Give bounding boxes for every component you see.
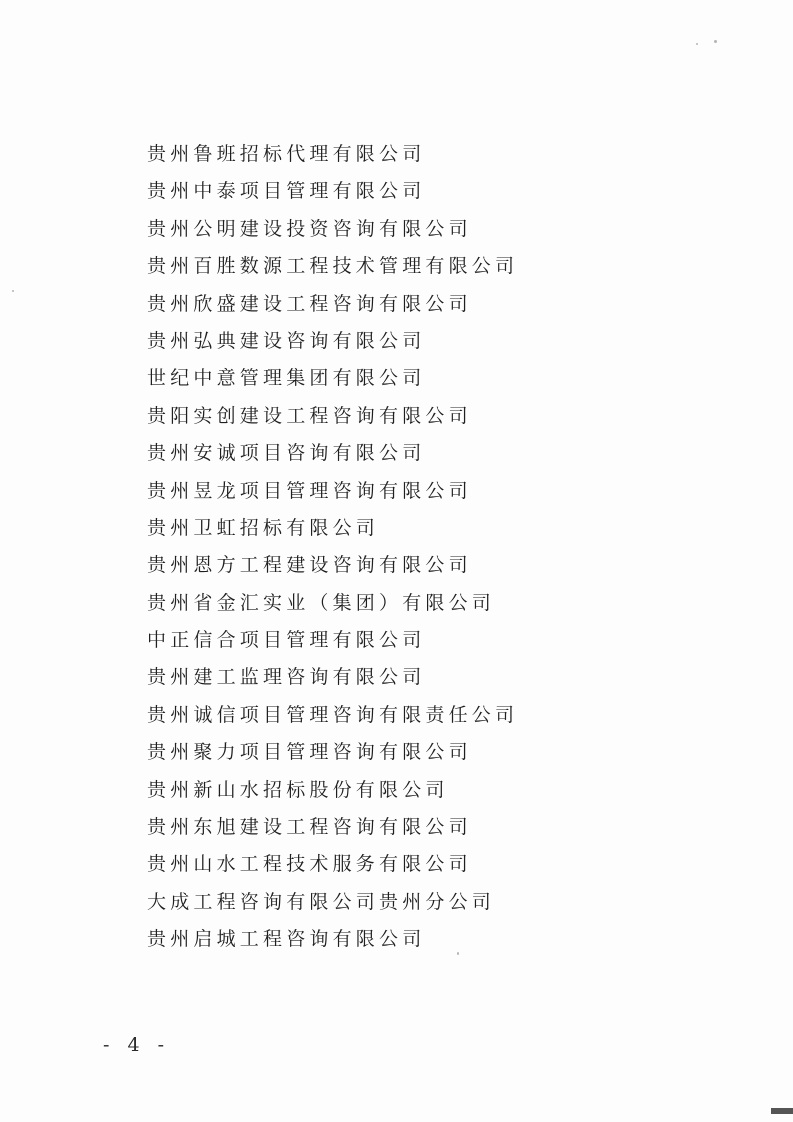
- list-item: 中正信合项目管理有限公司: [147, 629, 426, 652]
- page-number: - 4 -: [103, 1034, 171, 1056]
- list-item: 大成工程咨询有限公司贵州分公司: [147, 890, 496, 913]
- list-item: 贵州恩方工程建设咨询有限公司: [147, 554, 472, 577]
- list-item: 贵州东旭建设工程咨询有限公司: [147, 816, 472, 839]
- scan-speck: [714, 40, 717, 43]
- scan-speck: [457, 952, 459, 955]
- company-list: [147, 136, 518, 959]
- list-item: 贵阳实创建设工程咨询有限公司: [147, 404, 472, 427]
- list-item: 贵州鲁班招标代理有限公司: [147, 143, 426, 165]
- scan-speck: [696, 43, 698, 45]
- list-item: 贵州安诚项目咨询有限公司: [147, 442, 426, 465]
- scan-edge-mark: [771, 1108, 793, 1114]
- list-item: 贵州卫虹招标有限公司: [147, 516, 380, 539]
- list-item: 贵州百胜数源工程技术管理有限公司: [147, 255, 519, 278]
- list-item: 贵州新山水招标股份有限公司: [147, 778, 449, 801]
- scan-speck: [12, 290, 14, 292]
- list-item: 贵州建工监理咨询有限公司: [147, 666, 426, 689]
- list-item: 世纪中意管理集团有限公司: [147, 367, 426, 390]
- list-item: 贵州公明建设投资咨询有限公司: [147, 217, 472, 240]
- list-item: 贵州山水工程技术服务有限公司: [147, 853, 472, 876]
- list-item: 贵州省金汇实业（集团）有限公司: [147, 591, 496, 614]
- list-item: 贵州聚力项目管理咨询有限公司: [147, 741, 472, 764]
- list-item: 贵州诚信项目管理咨询有限责任公司: [147, 703, 519, 726]
- list-item: 贵州中泰项目管理有限公司: [147, 180, 426, 203]
- list-item: 贵州弘典建设咨询有限公司: [147, 329, 426, 352]
- list-item: 贵州启城工程咨询有限公司: [147, 928, 426, 951]
- list-item: 贵州昱龙项目管理咨询有限公司: [147, 479, 472, 502]
- list-item: 贵州欣盛建设工程咨询有限公司: [147, 292, 472, 315]
